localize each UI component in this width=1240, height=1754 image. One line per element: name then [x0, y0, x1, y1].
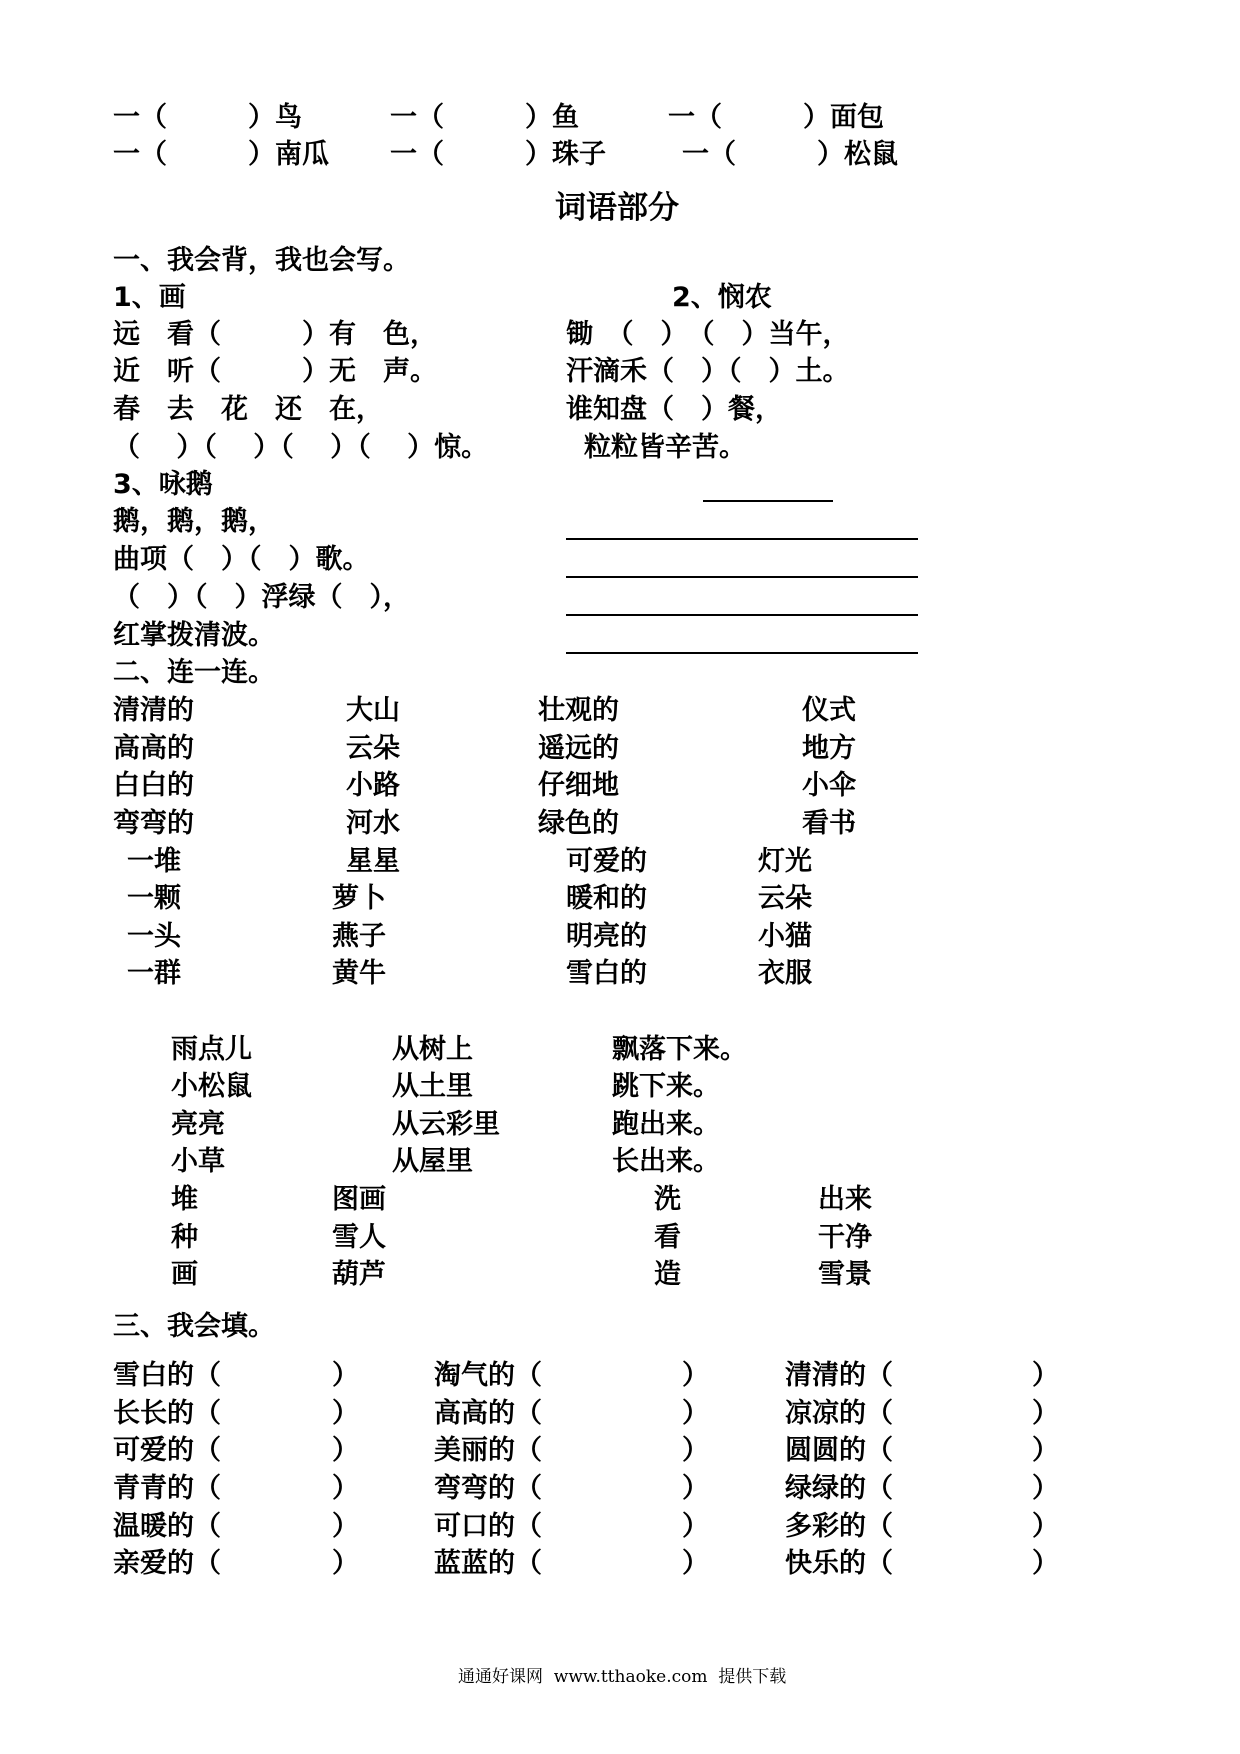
fill-item: 可口的（ — [434, 1511, 542, 1542]
match-item: 造 — [654, 1259, 681, 1290]
poem2-line: 粒粒皆辛苦。 — [584, 432, 746, 463]
match-item: 星星 — [346, 846, 400, 877]
fill-item: 多彩的（ — [785, 1511, 893, 1542]
match-item: 仔细地 — [538, 770, 619, 801]
fill-close-paren: ） — [682, 1548, 709, 1579]
match-item: 跳下来。 — [612, 1071, 720, 1102]
part1-heading: 一、我会背，我也会写。 — [113, 245, 410, 276]
match-item: 燕子 — [332, 921, 386, 952]
match-item: 干净 — [818, 1222, 872, 1253]
match-item: 小猫 — [758, 921, 812, 952]
match-item: 明亮的 — [566, 921, 647, 952]
writing-line[interactable] — [703, 500, 833, 502]
part3-heading: 三、我会填。 — [113, 1311, 275, 1342]
poem3-title: 3、咏鹅 — [113, 469, 213, 500]
match-item: 清清的 — [113, 695, 194, 726]
match-item: 从树上 — [392, 1034, 473, 1065]
match-item: 一颗 — [127, 883, 181, 914]
fill-item: 蓝蓝的（ — [434, 1548, 542, 1579]
match-item: 一群 — [127, 958, 181, 989]
match-item: 长出来。 — [612, 1146, 720, 1177]
fill-close-paren: ） — [1032, 1360, 1059, 1391]
match-item: 出来 — [818, 1184, 872, 1215]
match-item: 画 — [171, 1259, 198, 1290]
match-item: 亮亮 — [171, 1109, 225, 1140]
section-title: 词语部分 — [555, 190, 679, 226]
match-item: 云朵 — [346, 733, 400, 764]
fill-close-paren: ） — [682, 1473, 709, 1504]
fill-close-paren: ） — [1032, 1511, 1059, 1542]
writing-line[interactable] — [566, 538, 918, 540]
fill-item: 圆圆的（ — [785, 1435, 893, 1466]
match-item: 白白的 — [113, 770, 194, 801]
measure-word-3: 一（ ）面包 — [668, 102, 884, 133]
match-item: 葫芦 — [332, 1259, 386, 1290]
fill-item: 可爱的（ — [113, 1435, 221, 1466]
fill-item: 清清的（ — [785, 1360, 893, 1391]
measure-word-2: 一（ ）鱼 — [390, 102, 579, 133]
match-item: 云朵 — [758, 883, 812, 914]
match-item: 小路 — [346, 770, 400, 801]
match-item: 从土里 — [392, 1071, 473, 1102]
match-item: 雪白的 — [566, 958, 647, 989]
match-item: 大山 — [346, 695, 400, 726]
fill-item: 雪白的（ — [113, 1360, 221, 1391]
poem2-line: 汗滴禾（ ）（ ）土。 — [566, 356, 850, 387]
poem3-line: （ ）（ ）浮绿（ ）， — [113, 582, 410, 613]
fill-item: 长长的（ — [113, 1398, 221, 1429]
fill-close-paren: ） — [1032, 1398, 1059, 1429]
fill-close-paren: ） — [332, 1511, 359, 1542]
match-item: 看书 — [802, 808, 856, 839]
match-item: 灯光 — [758, 846, 812, 877]
fill-close-paren: ） — [332, 1398, 359, 1429]
match-item: 河水 — [346, 808, 400, 839]
poem2-line: 锄 （ ） （ ）当午， — [566, 319, 850, 350]
poem1-line: 春 去 花 还 在， — [113, 394, 383, 425]
match-item: 遥远的 — [538, 733, 619, 764]
fill-item: 温暖的（ — [113, 1511, 221, 1542]
match-item: 壮观的 — [538, 695, 619, 726]
match-item: 高高的 — [113, 733, 194, 764]
match-item: 萝卜 — [332, 883, 386, 914]
match-item: 飘落下来。 — [612, 1034, 747, 1065]
poem1-line: 远 看（ ）有 色， — [113, 319, 437, 350]
fill-item: 高高的（ — [434, 1398, 542, 1429]
poem1-line: 近 听（ ）无 声。 — [113, 356, 437, 387]
fill-item: 快乐的（ — [785, 1548, 893, 1579]
match-item: 堆 — [171, 1184, 198, 1215]
match-item: 看 — [654, 1222, 681, 1253]
match-item: 种 — [171, 1222, 198, 1253]
fill-close-paren: ） — [332, 1360, 359, 1391]
fill-close-paren: ） — [332, 1548, 359, 1579]
writing-line[interactable] — [566, 614, 918, 616]
match-item: 仪式 — [802, 695, 856, 726]
fill-item: 弯弯的（ — [434, 1473, 542, 1504]
match-item: 小伞 — [802, 770, 856, 801]
measure-word-5: 一（ ）珠子 — [390, 139, 606, 170]
match-item: 从云彩里 — [392, 1109, 500, 1140]
writing-line[interactable] — [566, 652, 918, 654]
match-item: 绿色的 — [538, 808, 619, 839]
part2-heading: 二、连一连。 — [113, 657, 275, 688]
match-item: 一头 — [127, 921, 181, 952]
match-item: 洗 — [654, 1184, 681, 1215]
match-item: 弯弯的 — [113, 808, 194, 839]
match-item: 小草 — [171, 1146, 225, 1177]
match-item: 可爱的 — [566, 846, 647, 877]
fill-close-paren: ） — [682, 1398, 709, 1429]
match-item: 跑出来。 — [612, 1109, 720, 1140]
match-item: 黄牛 — [332, 958, 386, 989]
match-item: 从屋里 — [392, 1146, 473, 1177]
match-item: 雪景 — [818, 1259, 872, 1290]
poem1-line: （ ）（ ）（ ）（ ）惊。 — [113, 432, 489, 463]
fill-close-paren: ） — [332, 1435, 359, 1466]
writing-line[interactable] — [566, 576, 918, 578]
fill-close-paren: ） — [682, 1511, 709, 1542]
fill-close-paren: ） — [682, 1435, 709, 1466]
fill-close-paren: ） — [682, 1360, 709, 1391]
poem3-line: 曲项（ ）（ ）歌。 — [113, 544, 370, 575]
match-item: 小松鼠 — [171, 1071, 252, 1102]
match-item: 雨点儿 — [171, 1034, 252, 1065]
poem2-title: 2、悯农 — [672, 282, 772, 313]
page-footer: 通通好课网 www.tthaoke.com 提供下载 — [458, 1667, 787, 1687]
fill-close-paren: ） — [1032, 1548, 1059, 1579]
fill-item: 美丽的（ — [434, 1435, 542, 1466]
fill-item: 青青的（ — [113, 1473, 221, 1504]
poem1-title: 1、画 — [113, 282, 186, 313]
match-item: 地方 — [802, 733, 856, 764]
fill-close-paren: ） — [1032, 1473, 1059, 1504]
poem3-line: 红掌拨清波。 — [113, 620, 275, 651]
fill-close-paren: ） — [1032, 1435, 1059, 1466]
fill-item: 亲爱的（ — [113, 1548, 221, 1579]
fill-item: 淘气的（ — [434, 1360, 542, 1391]
poem3-line: 鹅，鹅，鹅， — [113, 506, 275, 537]
match-item: 雪人 — [332, 1222, 386, 1253]
match-item: 一堆 — [127, 846, 181, 877]
poem2-line: 谁知盘（ ）餐， — [566, 394, 782, 425]
match-item: 图画 — [332, 1184, 386, 1215]
measure-word-6: 一（ ）松鼠 — [682, 139, 898, 170]
measure-word-1: 一（ ）鸟 — [113, 102, 302, 133]
fill-item: 绿绿的（ — [785, 1473, 893, 1504]
match-item: 暖和的 — [566, 883, 647, 914]
fill-close-paren: ） — [332, 1473, 359, 1504]
fill-item: 凉凉的（ — [785, 1398, 893, 1429]
match-item: 衣服 — [758, 958, 812, 989]
measure-word-4: 一（ ）南瓜 — [113, 139, 329, 170]
